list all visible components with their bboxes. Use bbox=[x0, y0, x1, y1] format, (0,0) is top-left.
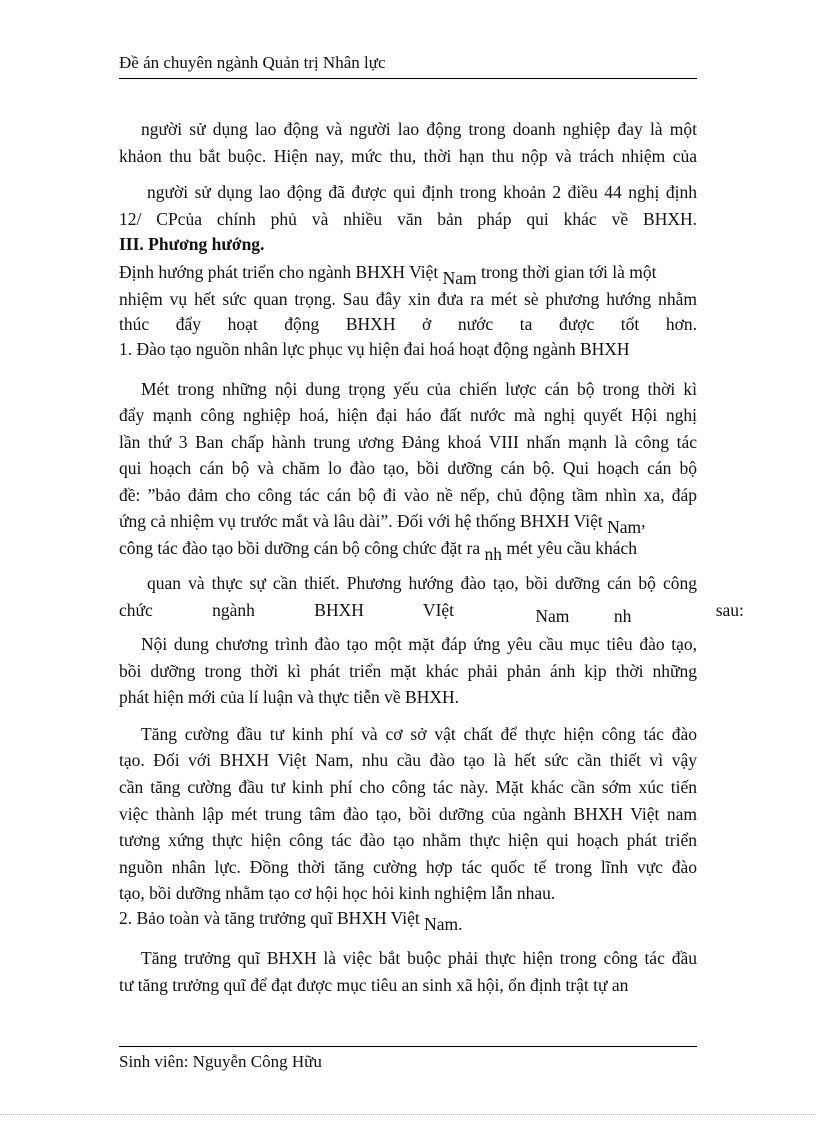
paragraph-line: người sử dụng lao động đã được qui định trong khoản 2 điều 44 nghị định bbox=[147, 182, 697, 202]
paragraph-line: nhiệm vụ hết sức quan trọng. Sau đây xin đưa ra mét sè phương hướng nhằm bbox=[119, 289, 697, 309]
subsection-heading: 1. Đào tạo nguồn nhân lực phục vụ hiện đai hoá hoạt động ngành BHXH bbox=[119, 339, 630, 359]
paragraph-line: Mét trong những nội dung trọng yếu của chiến lược cán bộ trong thời kì bbox=[141, 379, 697, 399]
paragraph-line: thúc đẩy hoạt động BHXH ở nước ta được tốt hơn. bbox=[119, 314, 697, 334]
paragraph-line: bồi dưỡng trong thời kì phát triển mặt khác phải phản ánh kịp thời những bbox=[119, 661, 697, 681]
paragraph-line: việc thành lập mét trung tâm đào tạo, bồi dưỡng của ngành BHXH Việt nam bbox=[119, 804, 697, 824]
paragraph-line: cần tăng cường đầu tư kinh phí cho công tác này. Mặt khác cần sớm xúc tiến bbox=[119, 777, 697, 797]
page-footer bbox=[119, 1046, 697, 1073]
section-heading: III. Phương hướng. bbox=[119, 234, 265, 254]
header-title: Đề án chuyên ngành Quản trị Nhân lực bbox=[119, 53, 386, 72]
paragraph-line: nguồn nhân lực. Đồng thời tăng cường hợp tác quốc tế trong lĩnh vực đào bbox=[119, 857, 697, 877]
footer-author: Sinh viên: Nguyễn Công Hữu bbox=[119, 1052, 322, 1071]
paragraph-line: chức ngành BHXH VIệt Nam nh sau: bbox=[119, 600, 744, 626]
paragraph-line: Nội dung chương trình đào tạo một mặt đáp ứng yêu cầu mục tiêu đào tạo, bbox=[141, 634, 697, 654]
paragraph-line: lần thứ 3 Ban chấp hành trung ương Đảng khoá VIII nhấn mạnh là công tác bbox=[119, 432, 697, 452]
lowered-word: nh bbox=[484, 544, 502, 564]
subsection-heading: 2. Bảo toàn và tăng trưởng quĩ BHXH Việt Nam. bbox=[119, 908, 463, 934]
paragraph-line: tạo. Đối với BHXH Việt Nam, nhu cầu đào tạo là hết sức cần thiết vì vậy bbox=[119, 750, 697, 770]
paragraph-line: người sử dụng lao động và người lao động trong doanh nghiệp đay là một bbox=[141, 119, 697, 139]
page-bottom-divider bbox=[0, 1114, 816, 1115]
paragraph-line: Tăng cường đầu tư kinh phí và cơ sở vật chất để thực hiện công tác đào bbox=[141, 724, 697, 744]
page-header bbox=[119, 52, 697, 79]
paragraph-line: 12/ CPcủa chính phủ và nhiều văn bản pháp qui khác về BHXH. bbox=[119, 209, 697, 229]
paragraph-line: quan và thực sự cần thiết. Phương hướng đào tạo, bồi dưỡng cán bộ công bbox=[147, 573, 697, 593]
paragraph-line: đẩy mạnh công nghiệp hoá, hiện đại háo đất nước mà nghị quyết Hội nghị bbox=[119, 405, 697, 425]
paragraph-line: đề: ”bảo đảm cho công tác cán bộ đi vào nề nếp, chủ động tầm nhìn xa, đáp bbox=[119, 485, 697, 505]
lowered-word: nh bbox=[609, 606, 632, 626]
paragraph-line: phát hiện mới của lí luận và thực tiễn về BHXH. bbox=[119, 687, 459, 707]
paragraph-line: Tăng trưởng quĩ BHXH là việc bắt buộc phải thực hiện trong công tác đầu bbox=[141, 948, 697, 968]
lowered-word: Nam bbox=[442, 268, 477, 288]
lowered-word: Nam bbox=[607, 517, 642, 537]
paragraph-line: tư tăng trưởng quĩ để đạt được mục tiêu an sinh xã hội, ổn định trật tự an bbox=[119, 975, 629, 995]
lowered-word: Nam bbox=[535, 606, 570, 626]
paragraph-line: qui hoạch cán bộ và chăm lo đào tạo, bồi dưỡng cán bộ. Qui hoạch cán bộ bbox=[119, 458, 697, 478]
lowered-word: Nam bbox=[424, 914, 459, 934]
paragraph-line: Định hướng phát triển cho ngành BHXH Việt Nam trong thời gian tới là một bbox=[119, 262, 657, 288]
paragraph-line: công tác đào tạo bồi dưỡng cán bộ công chức đặt ra nh mét yêu cầu khách bbox=[119, 538, 638, 564]
paragraph-line: tạo, bồi dưỡng nhằm tạo cơ hội học hỏi kinh nghiệm lẫn nhau. bbox=[119, 883, 556, 903]
paragraph-line: tương xứng thực hiện công tác đào tạo nhằm thực hiện qui hoạch phát triển bbox=[119, 830, 697, 850]
paragraph-line: ứng cả nhiệm vụ trước mắt và lâu dài”. Đối với hệ thống BHXH Việt Nam, bbox=[119, 511, 646, 537]
paragraph-line: khảon thu bắt buộc. Hiện nay, mức thu, thời hạn thu nộp và trách nhiệm của bbox=[119, 146, 697, 166]
